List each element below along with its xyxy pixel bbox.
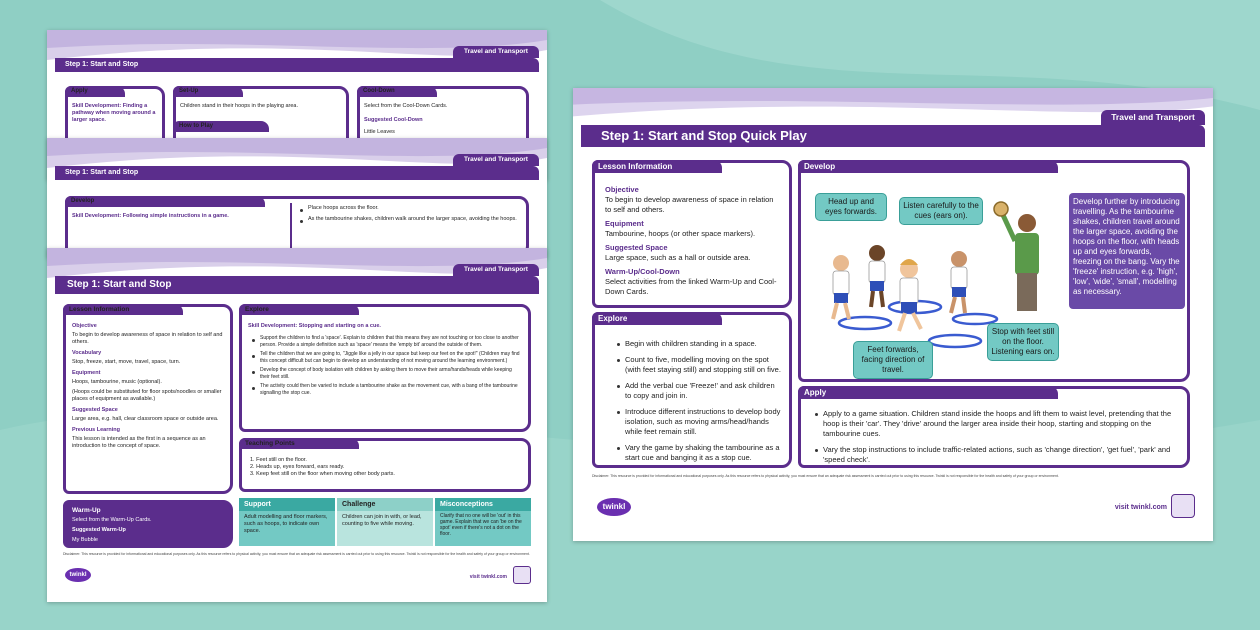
misconceptions-text: Clarify that no one will be 'out' in this game. Explain that we can 'be on the spot' even if there's not a dot on the floor. <box>440 513 522 537</box>
space-heading: Suggested Space <box>72 407 118 413</box>
challenge-text: Children can join in with, or lead, counting to five while moving. <box>342 514 422 527</box>
warmup-item: My Bubble <box>72 537 98 543</box>
badge-icon <box>1171 494 1195 518</box>
cooldown-text: Select from the Cool-Down Cards. <box>364 103 448 109</box>
support-text: Adult modelling and floor markers, such as hoops, to indicate own space. <box>244 514 328 534</box>
warmup-heading: Warm-Up <box>72 507 101 514</box>
apply-panel <box>798 386 1190 468</box>
vocabulary-heading: Vocabulary <box>72 350 102 356</box>
objective-heading: Objective <box>605 185 639 194</box>
develop-panel <box>65 196 529 256</box>
equipment-heading: Equipment <box>605 219 644 228</box>
develop-panel <box>798 160 1190 382</box>
support-box <box>239 498 335 546</box>
challenge-heading: Challenge <box>337 498 433 511</box>
develop-text: Develop further by introducing travelling. As the tambourine shakes, children travel around the larger space, avoiding the hoops on the floor, with heads up and eyes forwards, freezing on the bang. Vary the 'freeze' instruction, e.g. 'high', 'low', 'wide', 'small', modelling as necessary. <box>1069 193 1185 309</box>
space-text: Large space, such as a hall or outside area. <box>605 253 751 262</box>
space-heading: Suggested Space <box>605 243 668 252</box>
page-title: Step 1: Start and Stop <box>55 58 539 72</box>
challenge-box <box>337 498 433 546</box>
worksheet-back-2 <box>47 138 547 258</box>
cooldown-item: Little Leaves <box>364 129 395 135</box>
apply-bullet: Apply to a game situation. Children stand inside the hoops and lift them to waist level, pretending that the hoop is their 'car'. They 'drive' around the larger area inside their hoop, starting and stopping on the tambourine cues. <box>823 409 1179 439</box>
equipment-heading: Equipment <box>72 370 101 376</box>
setup-heading: Set-Up <box>173 86 243 97</box>
page-title: Step 1: Start and Stop Quick Play <box>581 125 1205 147</box>
vocabulary-text: Stop, freeze, start, move, travel, space, turn. <box>72 359 181 365</box>
explore-bullet: Support the children to find a 'space'. Explain to children that this means they are not touching or too close to another person. Provide a simple definition such as 'space' means the 'empty bit' around the outside of them. <box>260 335 519 348</box>
twinkl-logo: twinkl <box>65 568 91 582</box>
explore-bullet: Tell the children that we are going to, "Jiggle like a jelly in our space but keep our feet on the spot!" (Children may find this concept difficult but can begin to develop an understanding of not moving around the learning environment.) <box>260 351 520 364</box>
apply-bullet: Vary the stop instructions to include traffic-related actions, such as 'change direction', 'get fuel', 'park' and 'speed check'. <box>823 445 1179 465</box>
equipment-text: Hoops, tambourine, music (optional). <box>72 379 162 385</box>
callout-head-up: Head up and eyes forwards. <box>815 193 887 221</box>
setup-text: Children stand in their hoops in the playing area. <box>180 103 299 109</box>
apply-heading: Apply <box>798 386 1058 399</box>
page-title: Step 1: Start and Stop <box>55 276 539 294</box>
apply-text: Skill Development: Finding a pathway when moving around a larger space. <box>72 103 156 123</box>
howto-heading: How to Play <box>173 121 269 132</box>
equipment-text: Tambourine, hoops (or other space markers). <box>605 229 756 238</box>
explore-bullet: Develop the concept of body isolation with children by asking them to move their arms/hands/heads while keeping their feet still. <box>260 367 520 380</box>
warmup-cooldown-heading: Warm-Up/Cool-Down <box>605 267 680 276</box>
explore-bullet: The activity could then be varied to include a tambourine shake as the movement cue, with a bang of the tambourine signalling the stop cue. <box>260 383 520 396</box>
page-title: Step 1: Start and Stop <box>55 166 539 180</box>
objective-heading: Objective <box>72 323 97 329</box>
develop-heading: Develop <box>798 160 1058 173</box>
space-text: Large area, e.g. hall, clear classroom space or outside area. <box>72 416 219 422</box>
objective-text: To begin to develop awareness of space in relation to self and others. <box>605 195 774 214</box>
teaching-point: 1. Feet still on the floor. <box>250 457 307 463</box>
topic-tag: Travel and Transport <box>453 264 539 276</box>
objective-text: To begin to develop awareness of space in relation to self and others. <box>72 332 223 345</box>
twinkl-logo: twinkl <box>597 498 631 516</box>
warmup-text: Select from the Warm-Up Cards. <box>72 517 152 523</box>
equipment-note: (Hoops could be substituted for floor spots/noodles or smaller places of equipment as available.) <box>72 389 222 402</box>
develop-heading: Develop <box>65 196 265 207</box>
explore-skill: Skill Development: Stopping and starting on a cue. <box>248 323 381 329</box>
cooldown-subheading: Suggested Cool-Down <box>364 117 423 123</box>
explore-panel <box>592 312 792 468</box>
topic-tag: Travel and Transport <box>453 46 539 58</box>
cooldown-heading: Cool-Down <box>357 86 437 97</box>
lesson-info-panel <box>63 304 233 494</box>
callout-feet: Feet forwards, facing direction of travel. <box>853 341 933 379</box>
lesson-info-heading: Lesson Information <box>63 304 183 315</box>
callout-stop: Stop with feet still on the floor. Listening ears on. <box>987 323 1059 361</box>
explore-bullet: Add the verbal cue 'Freeze!' and ask children to copy and join in. <box>625 381 781 401</box>
explore-bullet: Begin with children standing in a space. <box>625 339 781 349</box>
develop-text: Skill Development: Following simple instructions in a game. <box>72 213 229 219</box>
previous-learning-heading: Previous Learning <box>72 427 120 433</box>
badge-icon <box>513 566 531 584</box>
misconceptions-box <box>435 498 531 546</box>
topic-tag: Travel and Transport <box>1101 110 1205 125</box>
explore-heading: Explore <box>592 312 722 325</box>
warmup-subheading: Suggested Warm-Up <box>72 527 126 533</box>
teaching-point: 2. Heads up, eyes forward, ears ready. <box>250 464 345 470</box>
develop-bullet: As the tambourine shakes, children walk around the larger space, avoiding the hoops. <box>308 216 517 222</box>
explore-bullet: Vary the game by shaking the tambourine as a start cue and banging it as a stop cue. <box>625 443 780 462</box>
develop-bullet: Place hoops across the floor. <box>308 205 518 212</box>
teaching-point: 3. Keep feet still on the floor when moving other body parts. <box>250 471 395 477</box>
callout-listen: Listen carefully to the cues (ears on). <box>899 197 983 225</box>
warmup-cooldown-text: Select activities from the linked Warm-Up and Cool-Down Cards. <box>605 277 777 296</box>
lesson-info-heading: Lesson Information <box>592 160 722 173</box>
worksheet-front-left <box>47 248 547 602</box>
explore-bullet: Introduce different instructions to develop body isolation, such as moving arms/head/hands while feet remain still. <box>625 407 781 436</box>
disclaimer: Disclaimer: This resource is provided for informational and educational purposes only. As this resource refers to physical activity, you must ensure that an adequate risk assessment is carried out prior to using this resource. Twinkl is not responsible for the health and safety of your group or environment. <box>63 552 530 556</box>
visit-link[interactable]: visit twinkl.com <box>469 574 507 580</box>
warmup-panel <box>63 500 233 548</box>
explore-panel <box>239 304 531 432</box>
misconceptions-heading: Misconceptions <box>435 498 531 511</box>
visit-link[interactable]: visit twinkl.com <box>1114 504 1167 511</box>
explore-heading: Explore <box>239 304 359 315</box>
support-heading: Support <box>239 498 335 511</box>
disclaimer: Disclaimer: This resource is provided for informational and educational purposes only. As this resource refers to physical activity, you must ensure that an adequate risk assessment is carried out prior to using this resource. Twinkl is not responsible for the health and safety of your group or environment. <box>592 474 1059 478</box>
explore-bullet: Count to five, modelling moving on the spot (with feet staying still) and stopping still on five. <box>625 355 781 374</box>
apply-heading: Apply <box>65 86 125 97</box>
teaching-points-panel <box>239 438 531 492</box>
lesson-info-panel <box>592 160 792 308</box>
previous-learning-text: This lesson is intended as the first in a sequence as an introduction to the concept of space. <box>72 436 206 449</box>
teaching-points-heading: Teaching Points <box>239 438 359 449</box>
worksheet-main <box>573 88 1213 541</box>
topic-tag: Travel and Transport <box>453 154 539 166</box>
